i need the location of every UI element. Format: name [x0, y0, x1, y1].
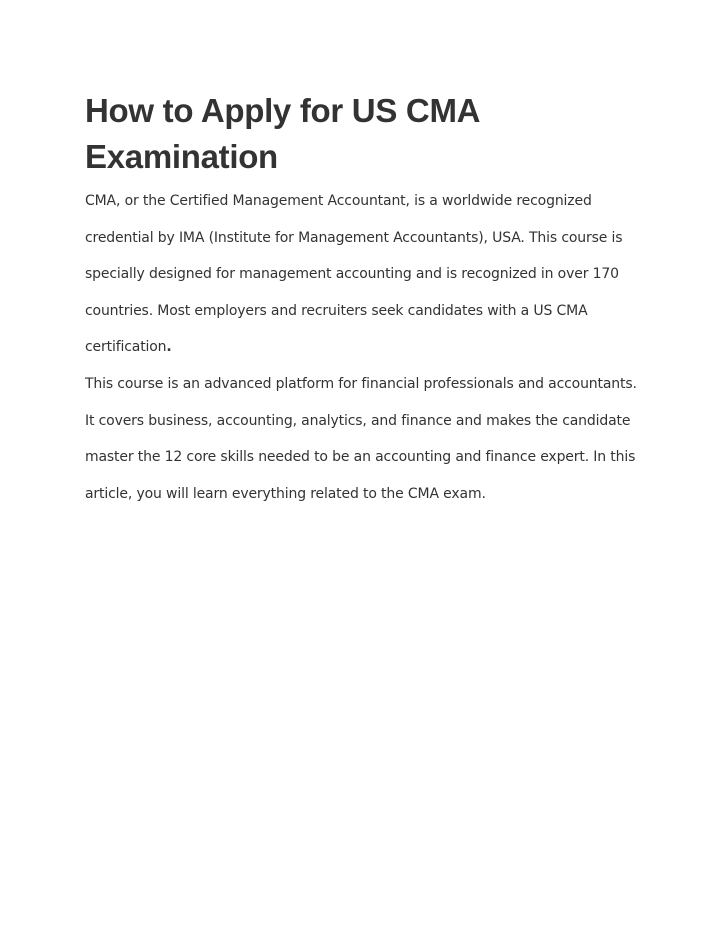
- intro-paragraph-period: .: [166, 339, 172, 356]
- body-paragraph: This course is an advanced platform for financial professionals and accountants. It covers business, accounting, analytics, and finance and makes the candidate master the 12 core skills needed to be an accounting and finance expert. In this article, you will learn everything related to the CMA exam.: [85, 375, 637, 502]
- intro-paragraph: [85, 183, 645, 366]
- article: [85, 88, 645, 512]
- article-title: How to Apply for US CMA Examination: [85, 92, 479, 175]
- intro-paragraph-text: CMA, or the Certified Management Accountant, is a worldwide recognized credential by IMA (Institute for Management Accountants), USA. This course is specially designed for management accounting and is recognized in over 170 countries. Most employers and recruiters seek candidates with a US CMA certification: [85, 193, 623, 356]
